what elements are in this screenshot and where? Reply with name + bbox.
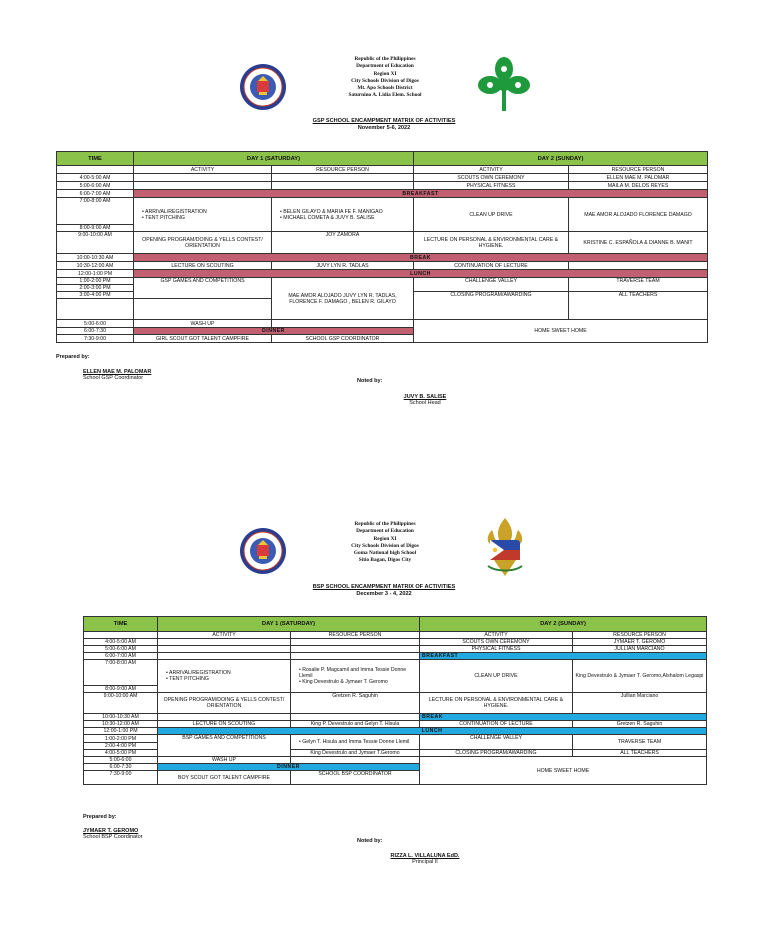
time-cell: 9:00-10:00 AM [84, 693, 158, 714]
resource-cell: KRISTINE C. ESPAÑOLA & DIANNE B. MANIT [569, 232, 708, 254]
header-line: City Schools Division of Digos [351, 77, 419, 84]
activity-cell [134, 198, 272, 232]
activity-cell: PHYSICAL FITNESS [420, 646, 573, 653]
resource-cell: MAE AMOR ALOJADO JUVY LYN R. TADLAS, FLORENCE F. DAMAGO , BELEN R. GILAYO [272, 278, 414, 320]
time-cell: 4:00-5:00 PM [84, 750, 158, 757]
breakfast-band: BREAKFAST [420, 653, 707, 660]
resource-cell: MAE AMOR ALOJADO FLORENCE DAMAGO [569, 198, 708, 232]
table-cell [57, 166, 134, 174]
document-title: GSP SCHOOL ENCAMPMENT MATRIX OF ACTIVITIES [312, 118, 456, 124]
time-cell: 5:00-6:00 AM [57, 182, 134, 190]
activity-cell: SCOUTS OWN CEREMONY [420, 639, 573, 646]
activity-cell: GIRL SCOUT GOT TALENT CAMPFIRE [134, 335, 272, 343]
noter-role: Principal II [412, 859, 438, 866]
table-cell [272, 174, 414, 182]
time-header: TIME [57, 152, 134, 166]
table-cell [291, 639, 420, 646]
preparer-role: School GSP Coordinator [83, 375, 144, 382]
activity-cell: LECTURE ON PERSONAL & ENVIRONMENTAL CARE & HYGIENE. [414, 232, 569, 254]
letterhead [300, 56, 470, 100]
time-header: TIME [84, 617, 158, 632]
prepared-by-label: Prepared by: [56, 354, 90, 360]
col-resource-header: RESOURCE PERSON [272, 166, 414, 174]
activity-cell: BOY SCOUT GOT TALENT CAMPFIRE [158, 771, 291, 785]
table-cell [84, 632, 158, 639]
table-cell [134, 182, 272, 190]
resource-cell: ALL TEACHERS [573, 750, 707, 757]
activity-cell: OPENING PROGRAM/DOING & YELLS CONTEST/ ORIENTATION [134, 232, 272, 254]
col-activity-header: ACTIVITY [134, 166, 272, 174]
noter-role: School Head [409, 400, 441, 407]
arrival-item: • ARRIVAL/REGISTRATION [136, 209, 269, 215]
deped-seal-icon [239, 527, 287, 575]
noter-signature [370, 853, 480, 866]
activity-cell: CLEAN UP DRIVE [414, 198, 569, 232]
time-cell: 5:00-6:00 [84, 757, 158, 764]
time-cell: 10:00-10:30 AM [57, 254, 134, 262]
table-cell [291, 757, 420, 764]
resource-item: • Gelyn T. Hisula and Imma Tessie Donne Llemil [293, 739, 417, 745]
time-cell: 12:00-1:00 PM [57, 270, 134, 278]
header-line: Sitio Bagan, Digos City [358, 557, 412, 564]
prepared-by-label: Prepared by: [83, 814, 117, 820]
day2-header: DAY 2 (SUNDAY) [414, 152, 708, 166]
dinner-band: DINNER [158, 764, 420, 771]
resource-cell: King Devestrulo & Jymaer T. Geromo,Alshalom Legaspi [573, 660, 707, 693]
activity-cell: CHALLENGE VALLEY [414, 278, 569, 292]
resource-cell [291, 660, 420, 693]
time-cell: 3:00-4:00 PM [57, 292, 134, 299]
preparer-name: ELLEN MAE M. PALOMAR [83, 369, 152, 375]
header-line: Republic of the Philippines [354, 521, 416, 527]
noter-name: JUVY B. SALISE [403, 394, 447, 400]
noted-by-label: Noted by: [357, 838, 383, 844]
time-cell: 7:30-9:00 [84, 771, 158, 785]
time-cell: 5:00-6:00 AM [84, 646, 158, 653]
dinner-band: DINNER [134, 328, 414, 335]
table-cell [158, 714, 291, 721]
resource-cell: TRAVERSE TEAM [569, 278, 708, 292]
activity-cell: WASH UP [158, 757, 291, 764]
time-cell: 10:30-12:00 AM [57, 262, 134, 270]
resource-cell: King Devestrulo and Jymaer T.Geromo [291, 750, 420, 757]
activity-cell: CLOSING PROGRAM/AWARDING [414, 292, 569, 320]
time-cell: 4:00-5:00 AM [84, 639, 158, 646]
col-activity-header: ACTIVITY [158, 632, 291, 639]
tent-item: • TENT PITCHING [136, 215, 269, 221]
table-cell [158, 646, 291, 653]
activity-cell: CLEAN UP DRIVE [420, 660, 573, 693]
noter-signature [380, 394, 470, 407]
day1-header: DAY 1 (SATURDAY) [134, 152, 414, 166]
day1-header: DAY 1 (SATURDAY) [158, 617, 420, 632]
header-line: Department of Education [356, 528, 414, 535]
time-cell: 2:00-4:00 PM [84, 743, 158, 750]
time-cell: 7:30-9:00 [57, 335, 134, 343]
resource-cell: JYMAER T. GEROMO [573, 639, 707, 646]
preparer-role: School BSP Coordinator [83, 834, 143, 841]
resource-cell: TRAVERSE TEAM [573, 735, 707, 750]
resource-cell: Jullian Marciano [573, 693, 707, 714]
activity-cell: LECTURE ON SCOUTING [158, 721, 291, 728]
document-date: November 5-6, 2022 [357, 125, 411, 131]
activity-cell: SCOUTS OWN CEREMONY [414, 174, 569, 182]
time-cell: 10:00-10:30 AM [84, 714, 158, 721]
table-cell [272, 182, 414, 190]
resource-cell: SCHOOL BSP COORDINATOR [291, 771, 420, 785]
time-cell: 1:00-2:00 PM [84, 735, 158, 743]
header-line: City Schools Division of Digos [351, 542, 419, 549]
resource-cell: SCHOOL GSP COORDINATOR [272, 335, 414, 343]
activity-cell: PHYSICAL FITNESS [414, 182, 569, 190]
activity-cell: WASH UP [134, 320, 272, 328]
col-activity-header: ACTIVITY [414, 166, 569, 174]
time-cell: 8:00-9:00 AM [84, 686, 158, 693]
tent-item: • TENT PITCHING [160, 676, 288, 682]
day2-header: DAY 2 (SUNDAY) [420, 617, 707, 632]
header-line: Region XI [373, 70, 397, 77]
table-cell [272, 320, 414, 328]
activity-cell: LECTURE ON PERSONAL & ENVIRONMENTAL CARE & HYGIENE. [420, 693, 573, 714]
time-cell: 9:00-10:00 AM [57, 232, 134, 254]
resource-item: • Rosalie P. Magcamil and Imma Tessie Donne Llemil [293, 667, 417, 679]
activity-cell: CLOSING PROGRAM/AWARDING [420, 750, 573, 757]
document-date: December 3 - 4, 2022 [356, 591, 412, 597]
resource-cell: Gretzen R. Saguhin [573, 721, 707, 728]
preparer-signature [83, 369, 151, 382]
resource-item: • King Devestrulo & Jymaer T. Geromo [293, 679, 417, 685]
table-cell [57, 299, 134, 320]
activity-cell [158, 660, 291, 693]
time-cell: 10:30-12:00 AM [84, 721, 158, 728]
time-cell: 6:00-7:00 AM [57, 190, 134, 198]
resource-cell: King P. Devestrulo and Gelyn T. Hisula [291, 721, 420, 728]
time-cell: 1:00-2:00 PM [57, 278, 134, 285]
boy-scout-emblem-icon [484, 516, 526, 578]
resource-item: • MICHAEL COMETA & JUVY B. SALISE [274, 215, 411, 221]
header-line: Republic of the Philippines [354, 56, 416, 62]
table-cell [158, 653, 291, 660]
header-line: Region XI [373, 535, 397, 542]
col-resource-header: RESOURCE PERSON [569, 166, 708, 174]
resource-cell [272, 198, 414, 232]
lunch-band: LUNCH [134, 270, 708, 278]
arrival-item: • ARRIVAL/REGISTRATION [160, 670, 288, 676]
document-title: BSP SCHOOL ENCAMPMENT MATRIX OF ACTIVITIES [312, 584, 456, 590]
activity-cell: GSP GAMES AND COMPETITIONS [134, 278, 272, 299]
sheet-bsp [0, 466, 768, 932]
time-cell: 6:00-7:30 [84, 764, 158, 771]
activity-cell: HOME SWEET HOME [414, 320, 708, 343]
header-line: Saturnino A. Lidia Elem. School [348, 92, 422, 99]
resource-cell: Gretzen R. Saguhin [291, 693, 420, 714]
time-cell: 2:00-3:00 PM [57, 285, 134, 292]
activity-cell: BSP GAMES AND COMPETITIONS [158, 735, 291, 757]
time-cell: 12:00-1:00 PM [84, 728, 158, 735]
time-cell: 7:00-8:00 AM [84, 660, 158, 686]
resource-cell [291, 735, 420, 750]
resource-item: • BELEN GILAYO & MARIA FE F. MANIGAO [274, 209, 411, 215]
resource-cell: JOY ZAMORA [272, 232, 414, 254]
time-cell: 8:00-9:00 AM [57, 225, 134, 232]
activity-matrix-table [56, 151, 708, 343]
activity-cell: HOME SWEET HOME [420, 757, 707, 785]
resource-cell: ELLEN MAE M. PALOMAR [569, 174, 708, 182]
resource-cell: MAILA M. DELOS REYES [569, 182, 708, 190]
break-band: BREAK [134, 254, 708, 262]
breakfast-band: BREAKFAST [134, 190, 708, 198]
matrix-title [0, 584, 768, 598]
table-cell [134, 299, 272, 320]
resource-cell: JUVY LYN R. TADLAS [272, 262, 414, 270]
time-cell: 6:00-7:30 [57, 328, 134, 335]
table-cell [158, 639, 291, 646]
activity-cell: LECTURE ON SCOUTING [134, 262, 272, 270]
col-activity-header: ACTIVITY [420, 632, 573, 639]
header-line: Department of Education [356, 63, 414, 70]
girl-scout-trefoil-icon [478, 55, 530, 115]
activity-matrix-table [83, 616, 707, 785]
activity-cell: CONTINUATION OF LECTURE [420, 721, 573, 728]
preparer-name: JYMAER T. GEROMO [83, 828, 139, 834]
activity-cell: CONTINUATION OF LECTURE [414, 262, 569, 270]
deped-seal-icon [239, 63, 287, 111]
letterhead [300, 521, 470, 565]
header-line: Mt. Apo Schools District [357, 85, 413, 92]
preparer-signature [83, 828, 143, 841]
col-resource-header: RESOURCE PERSON [291, 632, 420, 639]
matrix-title [0, 118, 768, 132]
noter-name: RIZZA L. VILLALUNA EdD. [390, 853, 460, 859]
table-cell [291, 653, 420, 660]
table-cell [291, 646, 420, 653]
time-cell: 5:00-6:00 [57, 320, 134, 328]
noted-by-label: Noted by: [357, 378, 383, 384]
col-resource-header: RESOURCE PERSON [573, 632, 707, 639]
resource-cell: JULLIAN MARCIANO [573, 646, 707, 653]
resource-cell: ALL TEACHERS [569, 292, 708, 320]
time-cell: 4:00-5:00 AM [57, 174, 134, 182]
activity-cell: OPENING PROGRAM/DOING & YELLS CONTEST/ ORIENTATION [158, 693, 291, 714]
table-cell [134, 174, 272, 182]
time-cell: 7:00-8:00 AM [57, 198, 134, 225]
lunch-band: LUNCH [158, 728, 707, 735]
activity-cell: CHALLENGE VALLEY [420, 735, 573, 750]
break-band: BREAK [420, 714, 707, 721]
header-line: Goma National high School [353, 550, 417, 557]
table-cell [291, 714, 420, 721]
table-cell [569, 262, 708, 270]
time-cell: 6:00-7:00 AM [84, 653, 158, 660]
